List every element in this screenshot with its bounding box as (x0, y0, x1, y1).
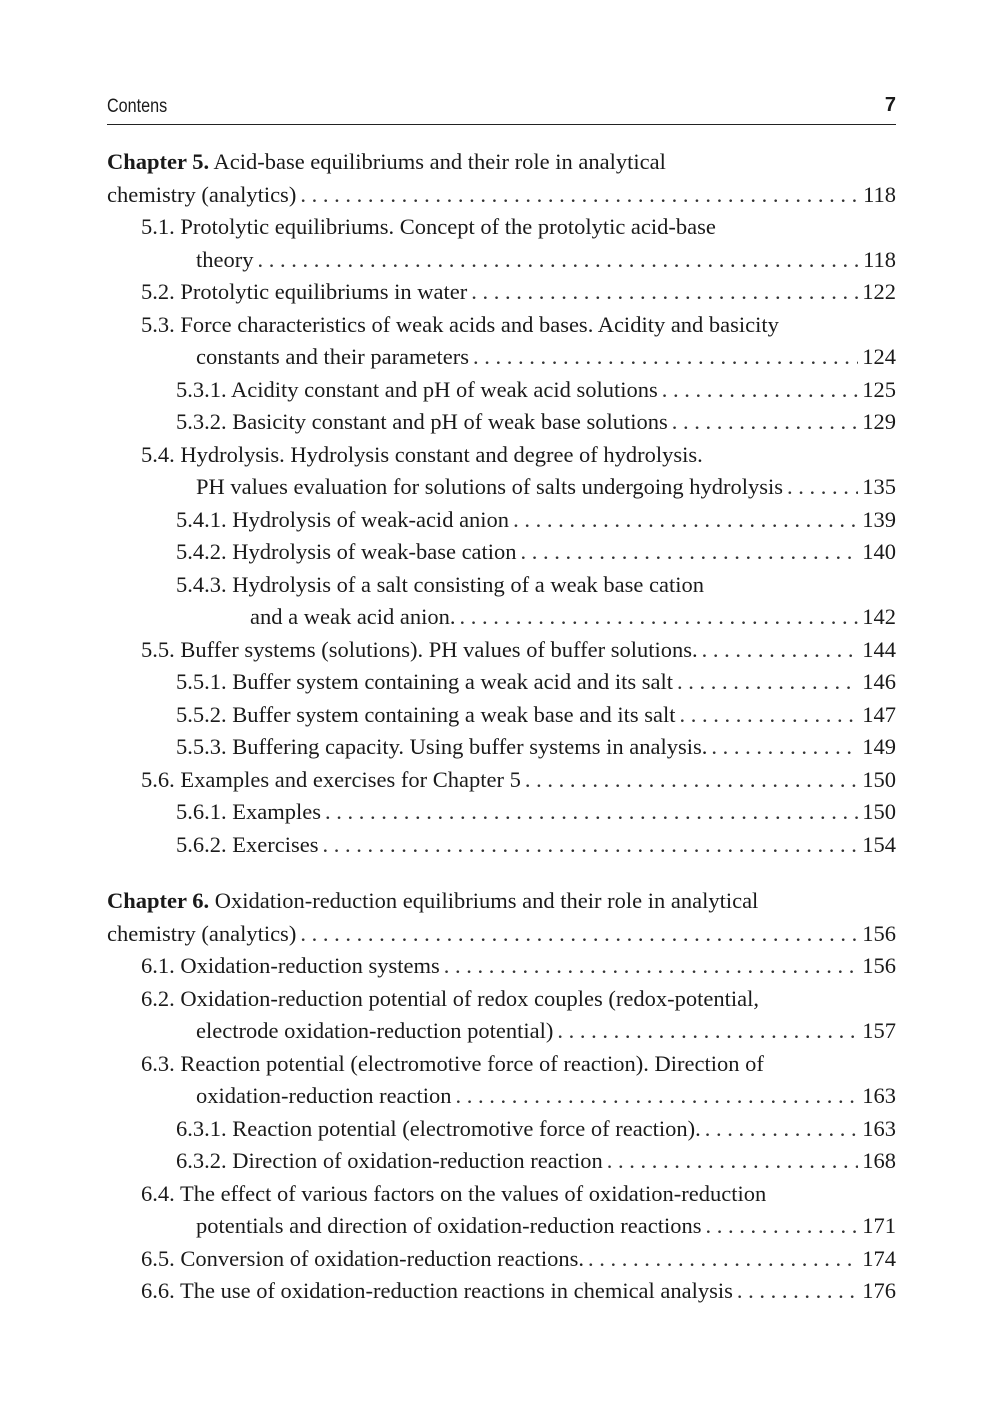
dot-leader (300, 179, 858, 212)
dot-leader (787, 471, 858, 504)
toc-subsection-entry[interactable] (107, 731, 896, 764)
toc-line (107, 634, 896, 667)
toc-page-number: 156 (862, 920, 896, 946)
toc-section-entry[interactable] (107, 764, 896, 797)
toc-entry-text: 5.3. Force characteristics of weak acids and bases. Acidity and basicity (141, 311, 779, 337)
toc-subsection-entry[interactable] (107, 536, 896, 569)
dot-leader (662, 374, 858, 407)
toc-line (107, 796, 896, 829)
toc-entry-text: 6.1. Oxidation-reduction systems (141, 953, 440, 978)
toc-line (107, 1113, 896, 1146)
toc-line (107, 885, 896, 918)
toc-line (107, 179, 896, 212)
toc-line (107, 1275, 896, 1308)
toc-page-number: 118 (863, 246, 896, 272)
toc-entry-text: Chapter 6. Oxidation-reduction equilibriums and their role in analytical (107, 888, 759, 913)
toc-section-entry[interactable] (107, 439, 896, 504)
page-number: 7 (884, 94, 896, 116)
toc-page-number: 124 (862, 344, 896, 369)
toc-line (107, 731, 896, 764)
toc-line (107, 244, 896, 277)
toc-line (107, 276, 896, 309)
toc-line (107, 1080, 896, 1113)
toc-page-number: 174 (862, 1245, 896, 1271)
toc-page-number: 171 (862, 1213, 896, 1238)
toc-page-number: 147 (862, 701, 896, 727)
toc-page-number: 156 (862, 953, 896, 978)
toc-subsection-entry[interactable] (107, 569, 896, 634)
dot-leader (300, 918, 858, 951)
toc-line (107, 1145, 896, 1178)
dot-leader (325, 796, 858, 829)
dot-leader (521, 536, 858, 569)
toc-line (107, 829, 896, 862)
toc-entry-text: 6.5. Conversion of oxidation-reduction reactions. (141, 1245, 585, 1271)
toc-entry-text: 5.4.2. Hydrolysis of weak-base cation (176, 539, 517, 564)
toc-line (107, 146, 896, 179)
toc-entry-text: 5.1. Protolytic equilibriums. Concept of the protolytic acid-base (141, 214, 716, 239)
toc-entry-text: 5.5.3. Buffering capacity. Using buffer systems in analysis. (176, 734, 708, 759)
dot-leader (473, 341, 858, 374)
toc-entry-text: theory (196, 246, 254, 272)
dot-leader (679, 699, 858, 732)
toc-section-entry[interactable] (107, 1178, 896, 1243)
toc-entry-text: 5.6.2. Exercises (176, 831, 319, 857)
toc-page-number: 140 (862, 539, 896, 564)
toc-line (107, 983, 896, 1016)
toc-section-entry[interactable] (107, 211, 896, 276)
toc-line (107, 211, 896, 244)
running-title: Contens (107, 96, 168, 117)
toc-line (107, 439, 896, 472)
toc-section-entry[interactable] (107, 309, 896, 374)
toc-line (107, 536, 896, 569)
dot-leader (471, 276, 858, 309)
toc-line (107, 406, 896, 439)
table-of-contents (107, 146, 896, 1308)
toc-page-number: 154 (862, 831, 896, 857)
toc-entry-text: oxidation-reduction reaction (196, 1083, 452, 1108)
toc-line (107, 1015, 896, 1048)
toc-section-entry[interactable] (107, 634, 896, 667)
toc-line (107, 1048, 896, 1081)
toc-entry-text: 6.4. The effect of various factors on the values of oxidation-reduction (141, 1180, 767, 1206)
toc-entry-text: electrode oxidation-reduction potential) (196, 1018, 554, 1043)
toc-line (107, 1210, 896, 1243)
page-header (107, 92, 896, 125)
toc-entry-text: 5.4.1. Hydrolysis of weak-acid anion (176, 506, 510, 532)
toc-entry-text: PH values evaluation for solutions of salts undergoing hydrolysis (196, 474, 784, 499)
toc-entry-text: constants and their parameters (196, 344, 470, 369)
toc-line (107, 764, 896, 797)
toc-entry-text: 5.5. Buffer systems (solutions). PH values of buffer solutions. (141, 636, 698, 662)
dot-leader (588, 1243, 858, 1276)
toc-subsection-entry[interactable] (107, 796, 896, 829)
toc-entry-text: 5.2. Protolytic equilibriums in water (141, 279, 468, 304)
toc-entry-text: 6.3. Reaction potential (electromotive force of reaction). Direction of (141, 1050, 764, 1076)
toc-line (107, 1178, 896, 1211)
toc-line (107, 374, 896, 407)
toc-page-number: 135 (862, 474, 896, 499)
toc-subsection-entry[interactable] (107, 666, 896, 699)
toc-entry-text: 5.4. Hydrolysis. Hydrolysis constant and degree of hydrolysis. (141, 441, 703, 467)
toc-chapter-entry[interactable] (107, 146, 896, 211)
toc-entry-text: and a weak acid anion. (250, 604, 456, 629)
dot-leader (525, 764, 858, 797)
toc-page-number: 150 (862, 799, 896, 824)
toc-entry-text: chemistry (analytics) (107, 920, 297, 946)
toc-line (107, 666, 896, 699)
toc-entry-text: 6.3.2. Direction of oxidation-reduction reaction (176, 1148, 603, 1173)
toc-line (107, 950, 896, 983)
toc-section-entry[interactable] (107, 983, 896, 1048)
toc-entry-text: Chapter 5. Acid-base equilibriums and their role in analytical (107, 149, 666, 174)
toc-page-number: 163 (862, 1115, 896, 1141)
dot-leader (322, 829, 858, 862)
dot-leader (711, 731, 858, 764)
toc-entry-text: 5.5.1. Buffer system containing a weak acid and its salt (176, 669, 673, 694)
toc-line (107, 699, 896, 732)
toc-line (107, 918, 896, 951)
toc-page-number: 142 (862, 604, 896, 629)
toc-subsection-entry[interactable] (107, 504, 896, 537)
toc-page-number: 122 (862, 279, 896, 304)
toc-entry-text: 6.6. The use of oxidation-reduction reactions in chemical analysis (141, 1278, 733, 1303)
toc-line (107, 504, 896, 537)
toc-subsection-entry[interactable] (107, 1145, 896, 1178)
toc-page-number: 146 (862, 669, 896, 694)
toc-subsection-entry[interactable] (107, 699, 896, 732)
dot-leader (672, 406, 858, 439)
toc-section-entry[interactable] (107, 950, 896, 983)
toc-line (107, 341, 896, 374)
dot-leader (705, 1113, 858, 1146)
chapter-label: Chapter 5. (107, 149, 210, 174)
toc-page-number: 176 (862, 1278, 896, 1303)
dot-leader (705, 1210, 858, 1243)
toc-entry-text: chemistry (analytics) (107, 181, 297, 207)
toc-entry-text: 5.4.3. Hydrolysis of a salt consisting of a weak base cation (176, 571, 705, 597)
toc-entry-text: 5.3.2. Basicity constant and pH of weak base solutions (176, 409, 668, 434)
toc-entry-text: 6.2. Oxidation-reduction potential of redox couples (redox-potential, (141, 985, 759, 1011)
toc-subsection-entry[interactable] (107, 829, 896, 862)
toc-subsection-entry[interactable] (107, 1113, 896, 1146)
dot-leader (513, 504, 858, 537)
dot-leader (444, 950, 858, 983)
toc-entry-text: potentials and direction of oxidation-reduction reactions (196, 1213, 702, 1238)
toc-page-number: 125 (862, 376, 896, 402)
dot-leader (677, 666, 858, 699)
dot-leader (456, 1080, 858, 1113)
toc-page-number: 168 (862, 1148, 896, 1173)
toc-line (107, 1243, 896, 1276)
toc-entry-text: 5.6. Examples and exercises for Chapter 5 (141, 766, 521, 792)
dot-leader (737, 1275, 858, 1308)
toc-section-entry[interactable] (107, 1243, 896, 1276)
toc-line (107, 569, 896, 602)
toc-section-entry[interactable] (107, 1275, 896, 1308)
toc-subsection-entry[interactable] (107, 374, 896, 407)
toc-page-number: 157 (862, 1018, 896, 1043)
toc-section-entry[interactable] (107, 276, 896, 309)
toc-entry-text: 5.3.1. Acidity constant and pH of weak acid solutions (176, 376, 658, 402)
toc-page-number: 144 (862, 636, 896, 662)
toc-section-entry[interactable] (107, 1048, 896, 1113)
toc-page-number: 118 (863, 181, 896, 207)
toc-page-number: 129 (862, 409, 896, 434)
chapter-spacer (107, 861, 896, 885)
dot-leader (702, 634, 858, 667)
toc-chapter-entry[interactable] (107, 885, 896, 950)
toc-line (107, 471, 896, 504)
toc-page-number: 163 (862, 1083, 896, 1108)
toc-line (107, 309, 896, 342)
dot-leader (257, 244, 858, 277)
toc-page-number: 150 (862, 766, 896, 792)
toc-entry-text: 6.3.1. Reaction potential (electromotive force of reaction). (176, 1115, 701, 1141)
toc-entry-text: 5.5.2. Buffer system containing a weak base and its salt (176, 701, 676, 727)
toc-page-number: 149 (862, 734, 896, 759)
dot-leader (460, 601, 858, 634)
toc-subsection-entry[interactable] (107, 406, 896, 439)
dot-leader (607, 1145, 858, 1178)
toc-page-number: 139 (862, 506, 896, 532)
dot-leader (557, 1015, 858, 1048)
toc-entry-text: 5.6.1. Examples (176, 799, 321, 824)
toc-line (107, 601, 896, 634)
chapter-label: Chapter 6. (107, 888, 210, 913)
